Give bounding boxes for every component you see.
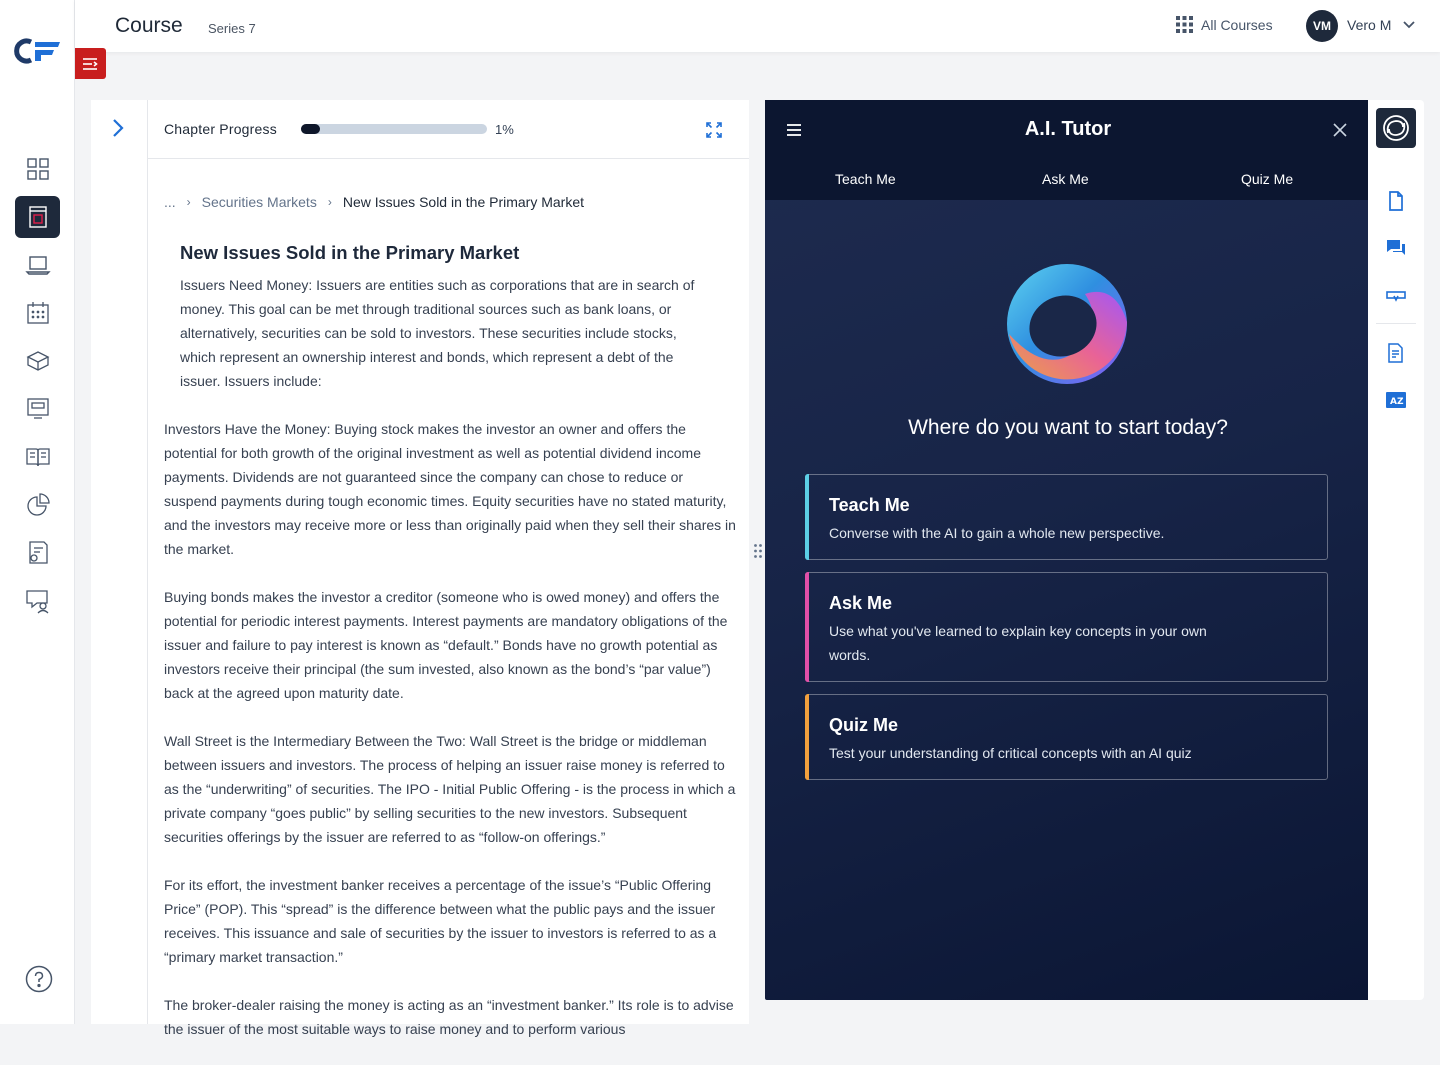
tab-ask-me[interactable]: Ask Me — [1042, 171, 1089, 187]
right-toolbar — [1368, 100, 1424, 1000]
menu-collapse-icon — [82, 57, 99, 71]
ai-orb-icon — [1382, 114, 1410, 142]
article-paragraph: The broker-dealer raising the money is acting as an “investment banker.” Its role is to advise the issuer of the most suitable ways to raise money and to perform various — [164, 997, 734, 1037]
option-title: Ask Me — [829, 593, 893, 613]
article-paragraph: Investors Have the Money: Buying stock makes the investor an owner and offers the potential for both growth of the original investment as well as potential dividend income payments. Dividends are not guaranteed since the company can chose to reduce or suspend payments during tough economic times. Equity securities have no stated maturity, and the investors may receive more or less than originally paid when they sell their shares in the market. — [164, 421, 736, 557]
reader-sidebar — [91, 100, 148, 1024]
flashcard-icon[interactable] — [1385, 285, 1407, 307]
svg-text:Z: Z — [1397, 397, 1404, 407]
progress-percent: 1% — [495, 122, 514, 137]
tab-teach-me[interactable]: Teach Me — [835, 171, 896, 187]
progress-label: Chapter Progress — [164, 121, 277, 137]
article-paragraph: Wall Street is the Intermediary Between the Two: Wall Street is the bridge or middleman between issuers and investors. The process of helping an issuer raise money is referred to as the “underwriting” of securities. The IPO - Initial Public Offering - is the process in which a private company “goes public” by selling securities to the new investors. Subsequent securities offerings by the issuer are referred to as “follow-on offerings.” — [164, 733, 736, 845]
article-paragraph: Issuers Need Money: Issuers are entities such as corporations that are in search of money. This goal can be met through traditional sources such as bank loans, or alternatively, securities can be sold to investors. These securities include stocks, which represent an ownership interest and bonds, which represent a debt of the issuer. Issuers include: — [180, 277, 695, 389]
resize-handle-icon[interactable] — [753, 543, 763, 559]
article-paragraph: Buying bonds makes the investor a creditor (someone who is owed money) and offers the potential for periodic interest payments. Interest payments are mandatory obligations of the issuer and failure to pay interest is known as “default.” Bonds have no growth potential as investors receive their principal (the sum invested, also known as the bond’s “par value”) back at the agreed upon maturity date. — [164, 589, 728, 701]
ai-orb-logo — [1005, 264, 1129, 384]
sidebar-item-calendar[interactable] — [15, 292, 60, 334]
fullscreen-icon[interactable] — [705, 121, 723, 139]
help-icon[interactable] — [25, 965, 53, 993]
certificate-icon — [25, 540, 51, 566]
breadcrumb-section[interactable]: Securities Markets — [201, 194, 317, 210]
sidebar-item-course[interactable] — [15, 196, 60, 238]
monitor-icon — [25, 396, 51, 422]
option-title: Teach Me — [829, 495, 910, 515]
glossary-icon[interactable] — [1385, 389, 1407, 411]
chapter-progress — [148, 100, 749, 159]
ai-tutor-panel — [765, 100, 1371, 1000]
sidebar-item-library[interactable] — [15, 436, 60, 478]
notes-icon[interactable] — [1385, 342, 1407, 364]
page-title: Course — [115, 14, 183, 37]
sidebar-item-package[interactable] — [15, 340, 60, 382]
sidebar-item-support[interactable] — [15, 580, 60, 622]
article-content — [164, 159, 736, 1037]
option-ask-me[interactable] — [805, 572, 1328, 682]
left-nav-rail — [0, 0, 75, 1024]
breadcrumb — [164, 194, 584, 210]
option-description: Use what you've learned to explain key concepts in your own words. — [829, 623, 1207, 663]
calendar-icon — [25, 300, 51, 326]
sidebar-item-monitor[interactable] — [15, 388, 60, 430]
reader-panel — [91, 100, 749, 1037]
breadcrumb-separator-icon: › — [186, 195, 191, 209]
option-teach-me[interactable] — [805, 474, 1328, 560]
pie-chart-icon — [25, 492, 51, 518]
support-chat-icon — [25, 588, 51, 614]
article-body — [164, 273, 736, 1065]
chat-icon[interactable] — [1385, 237, 1407, 259]
toolbar-divider — [1376, 323, 1416, 324]
chevron-down-icon[interactable] — [1401, 17, 1417, 33]
option-description: Test your understanding of critical concepts with an AI quiz — [829, 745, 1192, 761]
grid-icon — [1176, 16, 1193, 33]
sidebar-item-laptop[interactable] — [15, 244, 60, 286]
laptop-icon — [25, 252, 51, 278]
avatar[interactable]: VM — [1306, 10, 1338, 42]
document-icon[interactable] — [1385, 190, 1407, 212]
series-label: Series 7 — [208, 21, 256, 36]
progress-track — [301, 124, 487, 134]
dashboard-icon — [25, 156, 51, 182]
option-quiz-me[interactable] — [805, 694, 1328, 780]
option-title: Quiz Me — [829, 715, 899, 735]
sidebar-item-reports[interactable] — [15, 484, 60, 526]
option-description: Converse with the AI to gain a whole new perspective. — [829, 525, 1165, 541]
cf-logo[interactable] — [14, 36, 62, 66]
breadcrumb-separator-icon: › — [327, 195, 332, 209]
open-book-icon — [25, 444, 51, 470]
chevron-right-icon[interactable] — [110, 118, 126, 138]
user-name[interactable]: Vero M — [1347, 17, 1392, 33]
tutor-question: Where do you want to start today? — [908, 416, 1228, 439]
tutor-title: A.I. Tutor — [1024, 118, 1112, 140]
menu-toggle-button[interactable] — [75, 48, 106, 79]
tutor-header — [765, 100, 1371, 200]
breadcrumb-ellipsis[interactable]: ... — [164, 194, 176, 210]
sidebar-item-certificates[interactable] — [15, 532, 60, 574]
article-title: New Issues Sold in the Primary Market — [180, 242, 520, 263]
tab-quiz-me[interactable]: Quiz Me — [1241, 171, 1294, 187]
all-courses-button[interactable] — [1176, 16, 1273, 33]
progress-fill — [301, 124, 320, 134]
sidebar-item-dashboard[interactable] — [15, 148, 60, 190]
course-book-icon — [25, 204, 51, 230]
ai-tutor-tool-button[interactable] — [1376, 108, 1416, 148]
top-header — [75, 0, 1440, 52]
breadcrumb-current: New Issues Sold in the Primary Market — [342, 194, 585, 210]
all-courses-label: All Courses — [1201, 16, 1273, 33]
svg-text:A: A — [1390, 397, 1397, 407]
package-icon — [25, 348, 51, 374]
article-paragraph: For its effort, the investment banker receives a percentage of the issue’s “Public Offering Price” (POP). This “spread” is the difference between what the public pays and the issuer receives. This issuance and sale of securities by the issuer to investors is referred to as a “primary market transaction.” — [164, 877, 717, 965]
close-icon[interactable] — [1333, 123, 1347, 137]
